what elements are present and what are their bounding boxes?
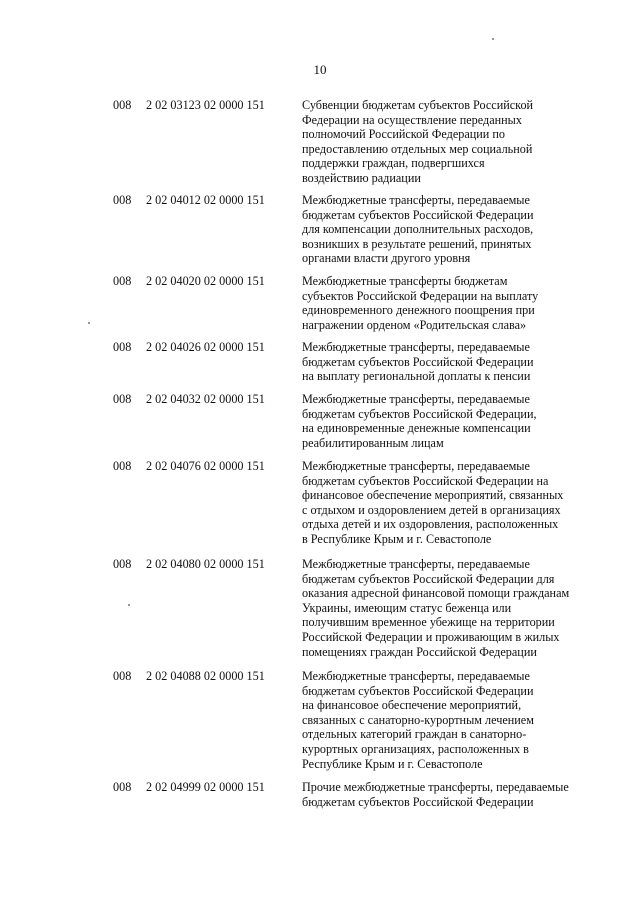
budget-code: 2 02 03123 02 0000 151 <box>146 98 265 112</box>
budget-code: 2 02 04026 02 0000 151 <box>146 340 265 354</box>
budget-code: 2 02 04020 02 0000 151 <box>146 274 265 288</box>
budget-code: 2 02 04088 02 0000 151 <box>146 669 265 683</box>
row-description: Межбюджетные трансферты, передаваемые бюджетам субъектов Российской Федерации для компенсации дополнительных расходов, возникших в результате решений, принятых органами власти другого уровня <box>302 193 534 266</box>
scan-speck <box>88 322 90 324</box>
page-number: 10 <box>313 62 327 77</box>
budget-code: 2 02 04012 02 0000 151 <box>146 193 265 207</box>
row-description: Прочие межбюджетные трансферты, передаваемые бюджетам субъектов Российской Федерации <box>302 780 569 809</box>
scan-speck <box>128 604 130 606</box>
row-description: Межбюджетные трансферты бюджетам субъектов Российской Федерации на выплату единовременного денежного поощрения при награжении орденом «Родительская слава» <box>302 274 539 332</box>
admin-code: 008 <box>113 193 132 207</box>
row-description: Межбюджетные трансферты, передаваемые бюджетам субъектов Российской Федерации для оказания адресной финансовой помощи гражданам Украины, имеющим статус беженца или получившим временное убежище на территории Российской Федерации и проживающим в жилых помещениях граждан Российской Федерации <box>302 557 570 659</box>
admin-code: 008 <box>113 340 132 354</box>
admin-code: 008 <box>113 392 132 406</box>
scan-speck <box>492 38 494 40</box>
admin-code: 008 <box>113 780 132 794</box>
admin-code: 008 <box>113 557 132 571</box>
admin-code: 008 <box>113 459 132 473</box>
budget-code: 2 02 04080 02 0000 151 <box>146 557 265 571</box>
row-description: Межбюджетные трансферты, передаваемые бюджетам субъектов Российской Федерации, на единовременные денежные компенсации реабилитированным лицам <box>302 392 537 450</box>
budget-code: 2 02 04076 02 0000 151 <box>146 459 265 473</box>
admin-code: 008 <box>113 274 132 288</box>
row-description: Субвенции бюджетам субъектов Российской Федерации на осуществление переданных полномочий Российской Федерации по предоставлению отдельных мер социальной поддержки граждан, подвергшихся воздействию радиации <box>302 98 534 185</box>
row-description: Межбюджетные трансферты, передаваемые бюджетам субъектов Российской Федерации на финансовое обеспечение мероприятий, связанных с санаторно-курортным лечением отдельных категорий граждан в санаторно- курортных организациях, расположенных в Республике Крым и г. Севастополе <box>302 669 534 771</box>
budget-code: 2 02 04999 02 0000 151 <box>146 780 265 794</box>
budget-code: 2 02 04032 02 0000 151 <box>146 392 265 406</box>
row-description: Межбюджетные трансферты, передаваемые бюджетам субъектов Российской Федерации на выплату региональной доплаты к пенсии <box>302 340 534 384</box>
admin-code: 008 <box>113 669 132 683</box>
row-description: Межбюджетные трансферты, передаваемые бюджетам субъектов Российской Федерации на финансовое обеспечение мероприятий, связанных с отдыхом и оздоровлением детей в организациях отдыха детей и их оздоровления, расположенных в Республике Крым и г. Севастополе <box>302 459 564 546</box>
admin-code: 008 <box>113 98 132 112</box>
